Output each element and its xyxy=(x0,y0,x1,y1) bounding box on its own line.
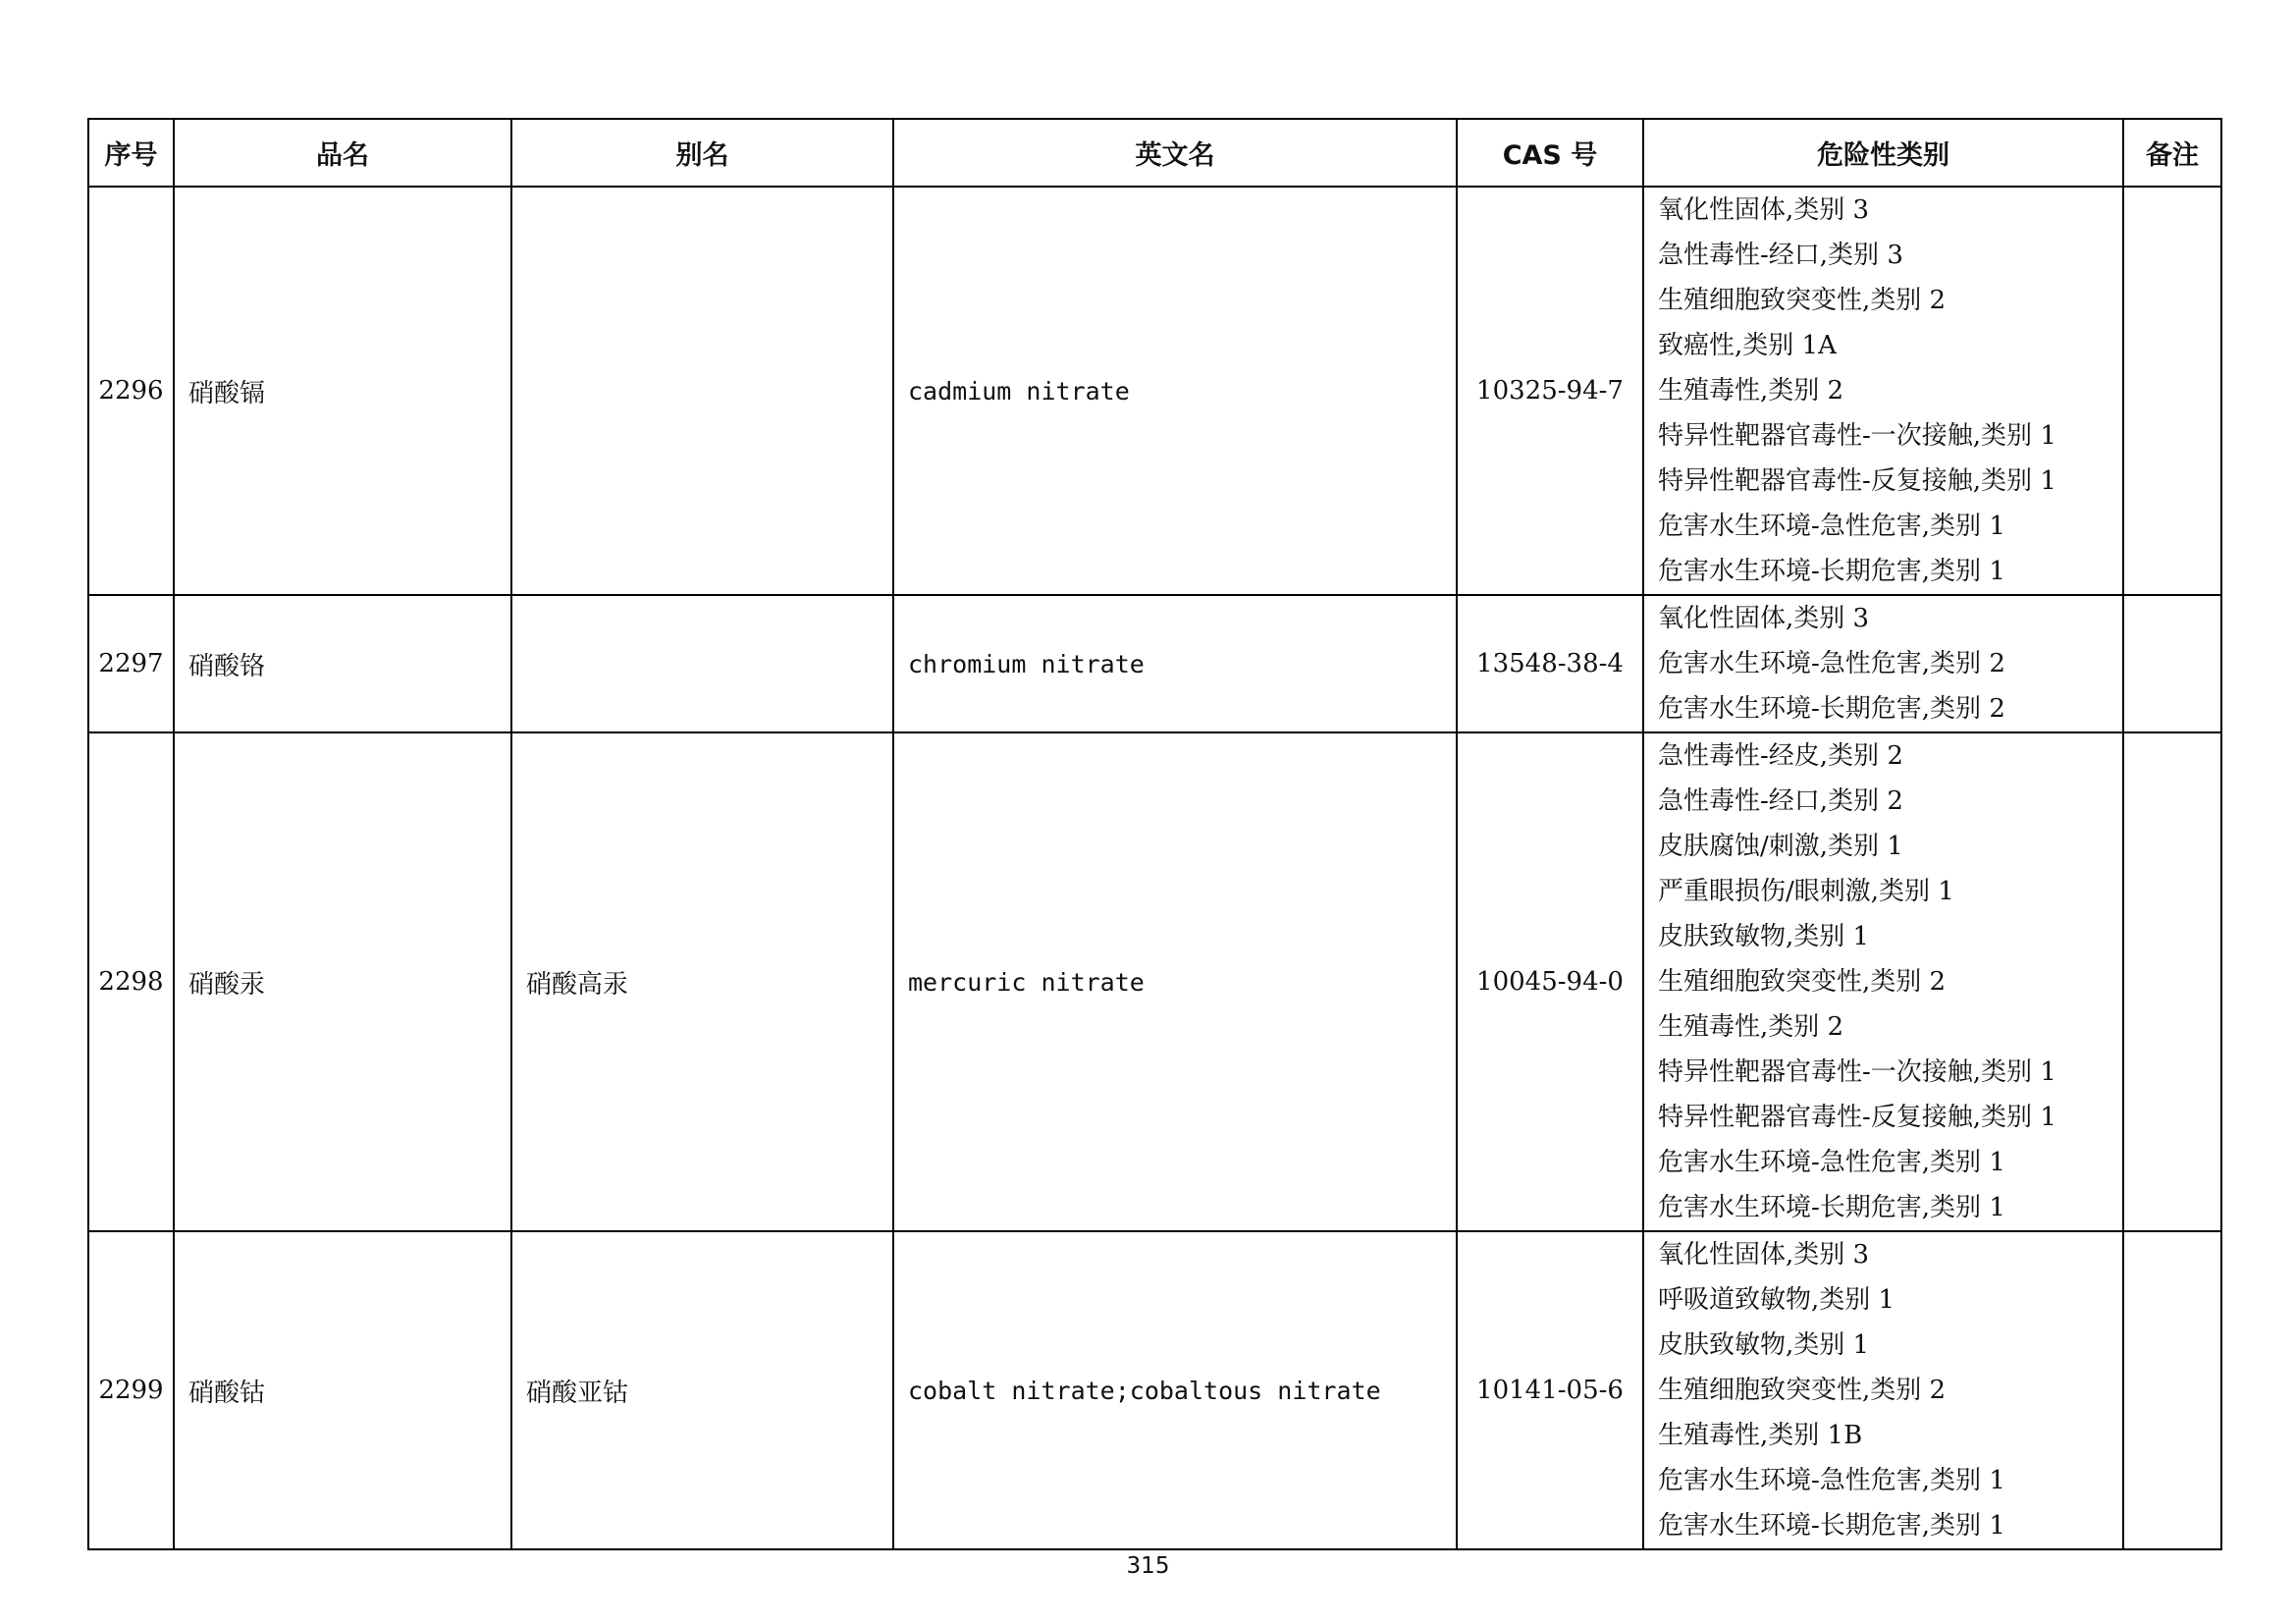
hazard-line: 特异性靶器官毒性-反复接触,类别 1 xyxy=(1658,1103,2056,1132)
cell-alias: 硝酸亚钴 xyxy=(511,1231,893,1549)
hazard-line: 危害水生环境-急性危害,类别 2 xyxy=(1658,649,2005,678)
cell-hazard-class xyxy=(1643,595,2123,732)
hazard-line: 氧化性固体,类别 3 xyxy=(1658,1240,1870,1270)
cell-english-name: mercuric nitrate xyxy=(893,732,1457,1231)
hazard-line: 危害水生环境-长期危害,类别 1 xyxy=(1658,1511,2005,1541)
cell-english-name: cadmium nitrate xyxy=(893,187,1457,595)
hazard-line: 生殖细胞致突变性,类别 2 xyxy=(1658,1376,1947,1405)
header-cas: CAS 号 xyxy=(1457,119,1643,187)
cell-alias: 硝酸高汞 xyxy=(511,732,893,1231)
hazard-line: 呼吸道致敏物,类别 1 xyxy=(1658,1285,1896,1315)
hazard-line: 致癌性,类别 1A xyxy=(1658,331,1837,360)
hazard-line: 生殖毒性,类别 2 xyxy=(1658,1012,1844,1042)
header-name: 品名 xyxy=(174,119,511,187)
cell-english-name: chromium nitrate xyxy=(893,595,1457,732)
cell-seq: 2298 xyxy=(88,732,174,1231)
cell-english-name: cobalt nitrate;cobaltous nitrate xyxy=(893,1231,1457,1549)
hazard-line: 皮肤腐蚀/刺激,类别 1 xyxy=(1658,832,1903,861)
header-remark: 备注 xyxy=(2123,119,2221,187)
cell-hazard-class xyxy=(1643,187,2123,595)
table-row xyxy=(88,595,2221,732)
header-alias: 别名 xyxy=(511,119,893,187)
hazard-line: 急性毒性-经皮,类别 2 xyxy=(1658,741,1903,771)
cell-alias xyxy=(511,595,893,732)
hazard-line: 生殖细胞致突变性,类别 2 xyxy=(1658,286,1947,315)
cell-remark xyxy=(2123,1231,2221,1549)
page-number: 315 xyxy=(1126,1553,1170,1579)
cell-seq: 2296 xyxy=(88,187,174,595)
table-row xyxy=(88,732,2221,1231)
hazardous-chemicals-table xyxy=(87,118,2222,1550)
table-row xyxy=(88,1231,2221,1549)
cell-cas: 13548-38-4 xyxy=(1457,595,1643,732)
hazard-line: 急性毒性-经口,类别 2 xyxy=(1658,786,1903,816)
hazard-line: 皮肤致敏物,类别 1 xyxy=(1658,922,1870,951)
hazard-line: 生殖毒性,类别 1B xyxy=(1658,1421,1863,1450)
header-seq: 序号 xyxy=(88,119,174,187)
cell-seq: 2299 xyxy=(88,1231,174,1549)
cell-name: 硝酸镉 xyxy=(174,187,511,595)
hazard-line: 危害水生环境-长期危害,类别 2 xyxy=(1658,694,2005,724)
hazard-line: 生殖毒性,类别 2 xyxy=(1658,376,1844,406)
hazard-line: 特异性靶器官毒性-一次接触,类别 1 xyxy=(1658,421,2056,451)
hazard-line: 氧化性固体,类别 3 xyxy=(1658,195,1870,225)
header-hazard-class: 危险性类别 xyxy=(1643,119,2123,187)
cell-remark xyxy=(2123,732,2221,1231)
cell-remark xyxy=(2123,187,2221,595)
cell-remark xyxy=(2123,595,2221,732)
hazard-line: 危害水生环境-急性危害,类别 1 xyxy=(1658,512,2005,541)
cell-alias xyxy=(511,187,893,595)
table-row xyxy=(88,187,2221,595)
hazard-line: 危害水生环境-长期危害,类别 1 xyxy=(1658,557,2005,586)
hazard-line: 特异性靶器官毒性-反复接触,类别 1 xyxy=(1658,466,2056,496)
hazard-line: 皮肤致敏物,类别 1 xyxy=(1658,1330,1870,1360)
hazard-line: 严重眼损伤/眼刺激,类别 1 xyxy=(1658,877,1954,906)
cell-cas: 10141-05-6 xyxy=(1457,1231,1643,1549)
cell-seq: 2297 xyxy=(88,595,174,732)
hazard-line: 危害水生环境-急性危害,类别 1 xyxy=(1658,1148,2005,1177)
cell-cas: 10325-94-7 xyxy=(1457,187,1643,595)
cell-cas: 10045-94-0 xyxy=(1457,732,1643,1231)
cell-hazard-class xyxy=(1643,1231,2123,1549)
hazard-line: 危害水生环境-急性危害,类别 1 xyxy=(1658,1466,2005,1495)
table-header-row xyxy=(88,119,2221,187)
header-english-name: 英文名 xyxy=(893,119,1457,187)
cell-name: 硝酸汞 xyxy=(174,732,511,1231)
hazard-line: 生殖细胞致突变性,类别 2 xyxy=(1658,967,1947,997)
hazard-line: 危害水生环境-长期危害,类别 1 xyxy=(1658,1193,2005,1222)
cell-name: 硝酸钴 xyxy=(174,1231,511,1549)
hazard-line: 急性毒性-经口,类别 3 xyxy=(1658,241,1903,270)
cell-hazard-class xyxy=(1643,732,2123,1231)
hazard-line: 氧化性固体,类别 3 xyxy=(1658,604,1870,633)
cell-name: 硝酸铬 xyxy=(174,595,511,732)
hazard-line: 特异性靶器官毒性-一次接触,类别 1 xyxy=(1658,1057,2056,1087)
